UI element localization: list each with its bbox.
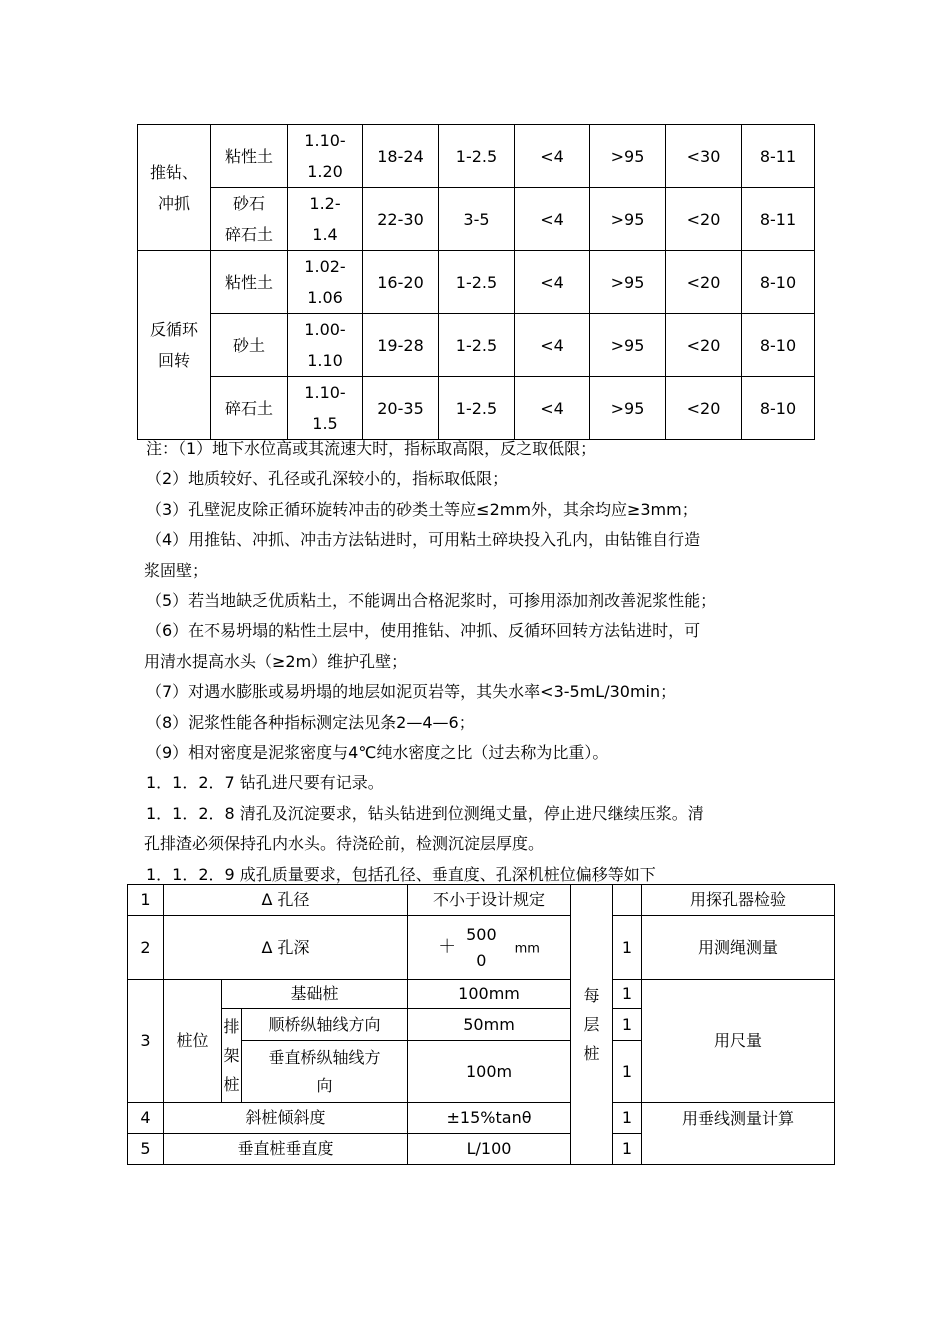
sand-cell: 1-2.5 xyxy=(439,251,515,314)
ph-cell: 8-10 xyxy=(742,377,815,440)
row-number: 2 xyxy=(128,916,164,980)
item-cell: 顺桥纵轴线方向 xyxy=(242,1009,408,1041)
density-cell: 1.2- 1.4 xyxy=(288,188,363,251)
item-cell: 垂直桩垂直度 xyxy=(164,1134,408,1165)
mud-skin-cell: <20 xyxy=(666,377,742,440)
colloid-cell: >95 xyxy=(590,251,666,314)
note-line: 用清水提高水头（≥2m）维护孔壁； xyxy=(144,651,408,671)
water-loss-cell: <4 xyxy=(515,377,590,440)
notes-section xyxy=(146,434,826,890)
colloid-cell: >95 xyxy=(590,188,666,251)
method-cell: 用探孔器检验 xyxy=(642,885,835,916)
ph-cell: 8-10 xyxy=(742,314,815,377)
table-row xyxy=(138,314,815,377)
method-cell: 用垂线测量计算 xyxy=(642,1103,835,1165)
method-cell: 推钻、 冲抓 xyxy=(138,125,211,251)
frequency-cell: 每 层 桩 xyxy=(571,885,613,1165)
count-cell: 1 xyxy=(613,980,642,1009)
water-loss-cell: <4 xyxy=(515,125,590,188)
soil-cell: 砂土 xyxy=(211,314,288,377)
water-loss-cell: <4 xyxy=(515,251,590,314)
mud-skin-cell: <20 xyxy=(666,314,742,377)
item-cell: Δ 孔深 xyxy=(164,916,408,980)
sub-group-cell: 排 架 桩 xyxy=(222,1009,242,1103)
spec-cell: ＋ 500 0 mm xyxy=(408,916,571,980)
density-cell: 1.02- 1.06 xyxy=(288,251,363,314)
bore-quality-table xyxy=(127,884,835,1165)
method-cell: 用测绳测量 xyxy=(642,916,835,980)
viscosity-cell: 22-30 xyxy=(363,188,439,251)
density-cell: 1.10- 1.5 xyxy=(288,377,363,440)
spec-cell: L/100 xyxy=(408,1134,571,1165)
count-cell: 1 xyxy=(613,1103,642,1134)
soil-cell: 粘性土 xyxy=(211,251,288,314)
viscosity-cell: 18-24 xyxy=(363,125,439,188)
spec-cell: ±15%tanθ xyxy=(408,1103,571,1134)
count-cell: 1 xyxy=(613,1041,642,1103)
mud-skin-cell: <30 xyxy=(666,125,742,188)
density-cell: 1.00- 1.10 xyxy=(288,314,363,377)
spec-cell: 50mm xyxy=(408,1009,571,1041)
section-line: 1．1．2．8 清孔及沉淀要求，钻头钻进到位测绳丈量，停止进尺继续压浆。清 xyxy=(146,803,704,823)
item-cell: 垂直桥纵轴线方 向 xyxy=(242,1041,408,1103)
table-row xyxy=(128,980,835,1009)
note-line: 浆固壁； xyxy=(144,560,209,580)
water-loss-cell: <4 xyxy=(515,188,590,251)
density-cell: 1.10- 1.20 xyxy=(288,125,363,188)
soil-cell: 砂石 碎石土 xyxy=(211,188,288,251)
spec-cell: 100mm xyxy=(408,980,571,1009)
note-line: （7）对遇水膨胀或易坍塌的地层如泥页岩等，其失水率<3-5mL/30min； xyxy=(146,682,677,702)
viscosity-cell: 20-35 xyxy=(363,377,439,440)
sand-cell: 1-2.5 xyxy=(439,314,515,377)
water-loss-cell: <4 xyxy=(515,314,590,377)
spec-cell: 100m xyxy=(408,1041,571,1103)
method-cell: 用尺量 xyxy=(642,980,835,1103)
method-cell: 反循环 回转 xyxy=(138,251,211,440)
row-number: 4 xyxy=(128,1103,164,1134)
item-cell: Δ 孔径 xyxy=(164,885,408,916)
row-number: 3 xyxy=(128,980,164,1103)
colloid-cell: >95 xyxy=(590,377,666,440)
item-cell: 斜桩倾斜度 xyxy=(164,1103,408,1134)
item-cell: 基础桩 xyxy=(222,980,408,1009)
soil-cell: 粘性土 xyxy=(211,125,288,188)
note-line: （4）用推钻、冲抓、冲击方法钻进时，可用粘土碎块投入孔内，由钻锥自行造 xyxy=(146,530,701,550)
sand-cell: 1-2.5 xyxy=(439,377,515,440)
count-cell: 1 xyxy=(613,1009,642,1041)
viscosity-cell: 19-28 xyxy=(363,314,439,377)
mud-skin-cell: <20 xyxy=(666,251,742,314)
table-row xyxy=(138,188,815,251)
ph-cell: 8-11 xyxy=(742,125,815,188)
row-number: 1 xyxy=(128,885,164,916)
note-line: 注：（1）地下水位高或其流速大时，指标取高限，反之取低限； xyxy=(146,439,597,458)
table-row xyxy=(138,251,815,314)
table-row xyxy=(138,377,815,440)
row-number: 5 xyxy=(128,1134,164,1165)
mud-skin-cell: <20 xyxy=(666,188,742,251)
sand-cell: 3-5 xyxy=(439,188,515,251)
colloid-cell: >95 xyxy=(590,125,666,188)
sand-cell: 1-2.5 xyxy=(439,125,515,188)
colloid-cell: >95 xyxy=(590,314,666,377)
count-cell xyxy=(613,885,642,916)
section-line: 孔排渣必须保持孔内水头。待浇砼前，检测沉淀层厚度。 xyxy=(144,834,545,854)
note-line: （3）孔壁泥皮除正循环旋转冲击的砂类土等应≤2mm外，其余均应≥3mm； xyxy=(146,499,698,519)
table-row xyxy=(138,125,815,188)
mud-spec-table xyxy=(137,124,815,440)
section-line: 1．1．2．7 钻孔进尺要有记录。 xyxy=(146,773,384,793)
note-line: （9）相对密度是泥浆密度与4℃纯水密度之比（过去称为比重）。 xyxy=(146,743,609,763)
note-line: （8）泥浆性能各种指标测定法见条2—4—6； xyxy=(146,712,475,732)
viscosity-cell: 16-20 xyxy=(363,251,439,314)
group-cell: 桩位 xyxy=(164,980,222,1103)
spec-cell: 不小于设计规定 xyxy=(408,885,571,916)
table-row xyxy=(128,885,835,916)
ph-cell: 8-10 xyxy=(742,251,815,314)
ph-cell: 8-11 xyxy=(742,188,815,251)
soil-cell: 碎石土 xyxy=(211,377,288,440)
section-line: 1．1．2．9 成孔质量要求，包括孔径、垂直度、孔深机桩位偏移等如下 xyxy=(146,864,656,884)
note-line: （5）若当地缺乏优质粘土，不能调出合格泥浆时，可掺用添加剂改善泥浆性能； xyxy=(146,591,717,611)
note-line: （6）在不易坍塌的粘性土层中，使用推钻、冲抓、反循环回转方法钻进时，可 xyxy=(146,621,701,641)
count-cell: 1 xyxy=(613,916,642,980)
count-cell: 1 xyxy=(613,1134,642,1165)
table-row xyxy=(128,916,835,980)
note-line: （2）地质较好、孔径或孔深较小的，指标取低限； xyxy=(146,469,509,489)
table-row xyxy=(128,1103,835,1134)
